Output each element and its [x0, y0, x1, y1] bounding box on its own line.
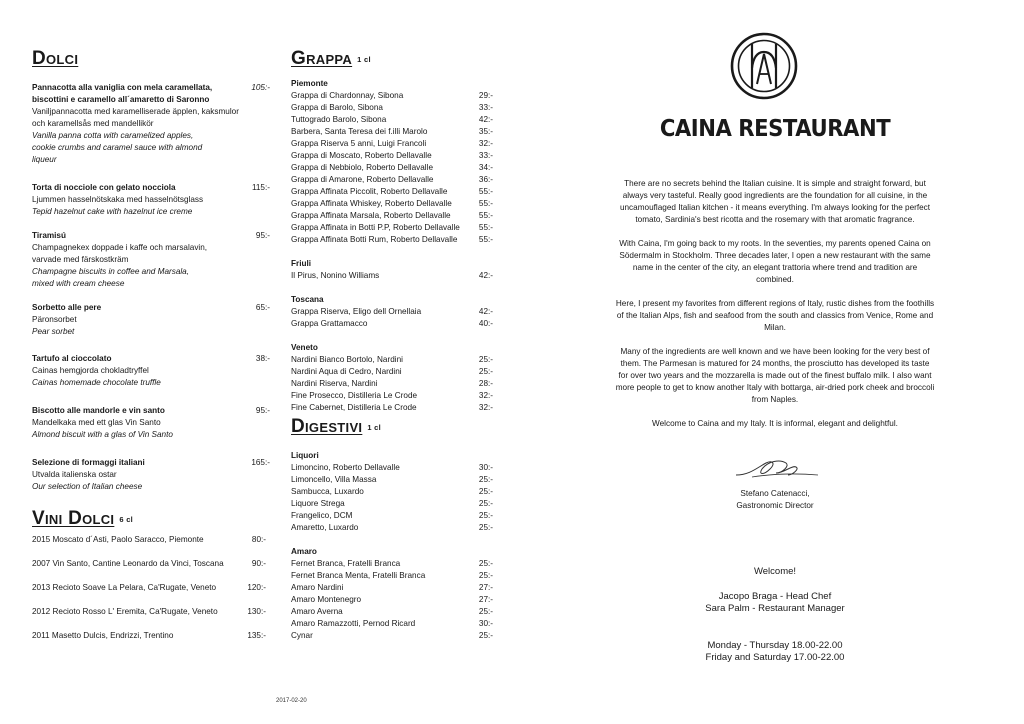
menu-row: Grappa Affinata Botti Rum, Roberto Dellavalle 55:- [291, 235, 493, 244]
grappa-group-piemonte [291, 78, 493, 246]
menu-row: Liquore Strega 25:- [291, 499, 493, 508]
dessert-english: Tepid hazelnut cake with hazelnut ice creme [32, 207, 193, 216]
menu-row: Frangelico, DCM 25:- [291, 511, 493, 520]
intro-paragraph: Many of the ingredients are well known and we have been looking for the very best of them. The Parmesan is matured for 24 months, the prosciutto has developed its taste for over two years and the mozzarella is made out of the finest buffalo milk. I also want more people to get to know another Italy with bottarga, air-dried pork cheek and broccoli from Naples. [615, 347, 935, 404]
intro-paragraph: Here, I present my favorites from different regions of Italy, rustic dishes from the foothills of the Italian Alps, fish and seafood from the south and classics from Venice, Rome and Milan. [615, 299, 935, 332]
dessert-wine-row: 2007 Vin Santo, Cantine Leonardo da Vinci, Toscana 90:- [32, 559, 266, 568]
menu-row: Amaro Nardini 27:- [291, 583, 493, 592]
menu-row: Grappa di Nebbiolo, Roberto Dellavalle 34:- [291, 163, 493, 172]
dessert-english: Champagne biscuits in coffee and Marsala, mixed with cream cheese [32, 267, 190, 288]
intro-paragraph: There are no secrets behind the Italian cuisine. It is simple and straight forward, but always very tasteful. Really good ingredients are the foundation for all cuisine, in the uncamouflaged Italian kitchen - it means everything. I'm always looking for the perfect tomato, Sardinia's best ricotta and the rosemary with that aromatic fragrance. [619, 179, 931, 224]
dessert-price: 165:- [251, 458, 270, 467]
menu-row: Grappa Affinata Piccolit, Roberto Dellavalle 55:- [291, 187, 493, 196]
grappa-group-friuli [291, 258, 493, 282]
staff-and-hours [615, 566, 935, 665]
signature-block [615, 488, 935, 511]
menu-row: Nardini Aqua di Cedro, Nardini 25:- [291, 367, 493, 376]
dessert-english: Almond biscuit with a glas of Vin Santo [32, 430, 173, 439]
dessert-price: 105:- [251, 83, 270, 92]
menu-row: Nardini Bianco Bortolo, Nardini 25:- [291, 355, 493, 364]
dessert-english: Cainas homemade chocolate truffle [32, 378, 161, 387]
grappa-group-toscana [291, 294, 493, 330]
menu-row: Fine Cabernet, Distilleria Le Crode 32:- [291, 403, 493, 412]
menu-row: Amaro Ramazzotti, Pernod Ricard 30:- [291, 619, 493, 628]
dessert-swedish: Champagnekex doppade i kaffe och marsalavin, varvade med färskostkräm [32, 243, 208, 264]
dessert-item [32, 457, 270, 493]
head-chef: Jacopo Braga - Head Chef [718, 590, 832, 602]
menu-row: Cynar 25:- [291, 631, 493, 640]
menu-row: Grappa di Chardonnay, Sibona 29:- [291, 91, 493, 100]
dessert-wine-row: 2012 Recioto Rosso L' Eremita, Ca'Rugate, Veneto 130:- [32, 607, 266, 616]
dessert-item [32, 182, 270, 218]
menu-row: Il Pirus, Nonino Williams 42:- [291, 271, 493, 280]
dessert-item [32, 230, 270, 290]
digestivi-title: Digestivi 1 cl [291, 416, 382, 437]
intro-paragraph: Welcome to Caina and my Italy. It is informal, elegant and delightful. [652, 419, 898, 428]
vini-dolci-serving: 6 cl [119, 515, 134, 524]
digestivi-serving: 1 cl [367, 423, 382, 432]
dessert-wine-row: 2013 Recioto Soave La Pelara, Ca'Rugate, Veneto 120:- [32, 583, 266, 592]
dessert-price: 65:- [255, 303, 270, 312]
signer-name: Stefano Catenacci, [740, 489, 810, 498]
caina-monogram-logo [730, 32, 798, 100]
dessert-english: Pear sorbet [32, 327, 75, 336]
menu-row: Amaro Averna 25:- [291, 607, 493, 616]
dessert-english: Vanilla panna cotta with caramelized apples, cookie crumbs and caramel sauce with almond liqueur [32, 131, 203, 164]
dessert-item [32, 82, 270, 166]
menu-row: Sambucca, Luxardo 25:- [291, 487, 493, 496]
menu-row: Grappa di Barolo, Sibona 33:- [291, 103, 493, 112]
dessert-swedish: Utvalda italienska ostar [32, 470, 117, 479]
print-date: 2017-02-20 [276, 698, 307, 704]
dessert-name: Tiramisú [32, 231, 66, 240]
menu-row: Grappa di Moscato, Roberto Dellavalle 33:- [291, 151, 493, 160]
dessert-swedish: Vaniljpannacotta med karamelliserade äpplen, kaksmulor och karamellsås med mandellikör [32, 107, 239, 128]
opening-hours-weekday: Monday - Thursday 18.00-22.00 [707, 639, 843, 651]
category-name: Liquori [291, 451, 319, 460]
intro-paragraph: With Caina, I'm going back to my roots. In the seventies, my parents opened Caina on Södermalm in Stockholm. Three decades later, I open a new restaurant with the same name in the center of the city, an elegant trattoria where trend and tradition are combined. [619, 239, 931, 284]
restaurant-name: CAINA RESTAURANT [659, 116, 891, 142]
menu-row: Tuttogradо Barolo, Sibona 42:- [291, 115, 493, 124]
menu-row: Limoncino, Roberto Dellavalle 30:- [291, 463, 493, 472]
opening-hours-weekend: Friday and Saturday 17.00-22.00 [705, 652, 845, 663]
menu-row: Grappa Affinata Whiskey, Roberto Dellavalle 55:- [291, 199, 493, 208]
category-name: Amaro [291, 547, 317, 556]
dessert-english: Our selection of Italian cheese [32, 482, 143, 491]
intro-text [615, 178, 935, 442]
region-name: Piemonte [291, 79, 328, 88]
menu-row: Barbera, Santa Teresa dei f.illi Marolo 35:- [291, 127, 493, 136]
dessert-name: Selezione di formaggi italiani [32, 458, 145, 467]
dessert-wine-row: 2015 Moscato d´Asti, Paolo Saracco, Piemonte 80:- [32, 535, 266, 544]
dessert-price: 38:- [255, 354, 270, 363]
menu-row: Fernet Branca, Fratelli Branca 25:- [291, 559, 493, 568]
menu-row: Amaro Montenegro 27:- [291, 595, 493, 604]
grappa-group-veneto [291, 342, 493, 414]
menu-row: Grappa Grattamacco 40:- [291, 319, 493, 328]
dessert-name: Torta di nocciole con gelato nocciola [32, 183, 176, 192]
menu-row: Grappa Affinata in Botti P.P, Roberto Dellavalle 55:- [291, 223, 493, 232]
signer-role: Gastronomic Director [736, 500, 814, 510]
dessert-item [32, 302, 270, 338]
menu-row: Grappa Riserva, Eligo dell Ornellaia 42:- [291, 307, 493, 316]
digestivi-group-amaro [291, 546, 493, 642]
dessert-price: 115:- [251, 183, 270, 192]
dessert-item [32, 353, 270, 389]
menu-row: Grappa Affinata Marsala, Roberto Dellavalle 55:- [291, 211, 493, 220]
menu-row: Limoncello, Villa Massa 25:- [291, 475, 493, 484]
region-name: Toscana [291, 295, 324, 304]
dessert-wine-row: 2011 Masetto Dulcis, Endrizzi, Trentino 135:- [32, 631, 266, 640]
welcome-text: Welcome! [753, 566, 797, 577]
digestivi-group-liquori [291, 450, 493, 534]
dessert-item [32, 405, 270, 441]
menu-row: Amaretto, Luxardo 25:- [291, 523, 493, 532]
dessert-swedish: Päronsorbet [32, 315, 77, 324]
restaurant-manager: Sara Palm - Restaurant Manager [705, 603, 845, 614]
menu-row: Fine Prosecco, Distilleria Le Crode 32:- [291, 391, 493, 400]
menu-row: Nardini Riserva, Nardini 28:- [291, 379, 493, 388]
menu-row: Fernet Branca Menta, Fratelli Branca 25:- [291, 571, 493, 580]
dolci-title: Dolci [32, 48, 79, 69]
menu-row: Grappa Riserva 5 anni, Luigi Francoli 32:- [291, 139, 493, 148]
vini-dolci-title: Vini Dolci 6 cl [32, 508, 134, 529]
menu-row: Grappa di Amarone, Roberto Dellavalle 36:- [291, 175, 493, 184]
dessert-swedish: Mandelkaka med ett glas Vin Santo [32, 418, 161, 427]
dessert-price: 95:- [255, 231, 270, 240]
grappa-serving: 1 cl [357, 55, 371, 64]
dessert-name: Sorbetto alle pere [32, 303, 102, 312]
dessert-name: Biscotto alle mandorle e vin santo [32, 406, 165, 415]
grappa-title: Grappa 1 cl [291, 48, 371, 69]
dessert-swedish: Cainas hemgjorda chokladtryffel [32, 366, 149, 375]
region-name: Friuli [291, 259, 312, 268]
region-name: Veneto [291, 343, 318, 352]
dessert-name: Pannacotta alla vaniglia con mela caramellata, biscottini e caramello all´amaretto di Saronno [32, 83, 213, 104]
handwritten-signature [732, 455, 822, 483]
dessert-name: Tartufo al cioccolato [32, 354, 112, 363]
dessert-price: 95:- [255, 406, 270, 415]
dessert-swedish: Ljummen hasselnötskaka med hasselnötsglass [32, 195, 204, 204]
